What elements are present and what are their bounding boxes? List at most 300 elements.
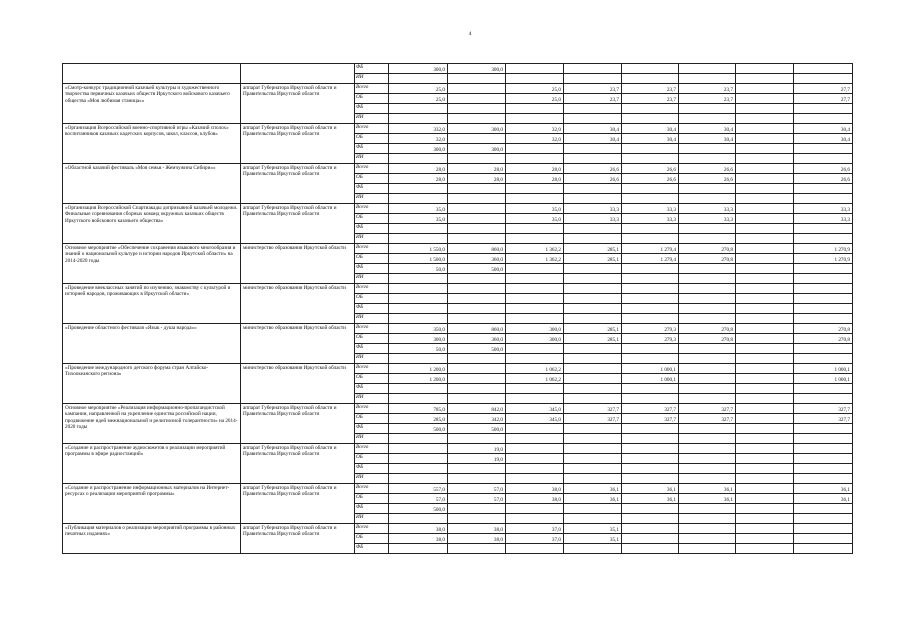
amount-cell	[679, 524, 736, 534]
amount-cell	[389, 304, 448, 314]
amount-cell	[679, 64, 736, 74]
amount-cell	[622, 384, 679, 394]
amount-cell	[736, 294, 794, 304]
amount-cell	[506, 154, 564, 164]
amount-cell	[564, 144, 622, 154]
amount-cell	[679, 344, 736, 354]
amount-cell	[736, 224, 794, 234]
amount-cell: 32,0	[389, 134, 448, 144]
amount-cell	[736, 414, 794, 424]
amount-cell	[794, 354, 853, 364]
amount-cell	[622, 234, 679, 244]
amount-cell	[736, 214, 794, 224]
amount-cell: 26,6	[564, 174, 622, 184]
amount-cell	[389, 284, 448, 294]
amount-cell	[448, 294, 506, 304]
amount-cell	[679, 384, 736, 394]
amount-cell	[794, 424, 853, 434]
amount-cell	[564, 504, 622, 514]
amount-cell	[736, 334, 794, 344]
amount-cell	[736, 514, 794, 524]
amount-cell	[389, 544, 448, 554]
amount-cell	[794, 474, 853, 484]
amount-cell: 23,7	[622, 94, 679, 104]
table-row	[63, 284, 853, 294]
funding-source-cell: ИИ	[355, 154, 389, 164]
amount-cell	[622, 524, 679, 534]
funding-source-cell: Всего	[355, 164, 389, 174]
executor-cell: аппарат Губернатора Иркутской области и Правительства Иркутской области	[241, 164, 355, 204]
amount-cell: 1 000,1	[622, 364, 679, 374]
amount-cell	[448, 504, 506, 514]
amount-cell: 26,6	[679, 164, 736, 174]
amount-cell	[622, 154, 679, 164]
amount-cell: 300,0	[389, 334, 448, 344]
amount-cell	[794, 394, 853, 404]
amount-cell: 30,4	[794, 134, 853, 144]
funding-source-cell: Всего	[355, 84, 389, 94]
amount-cell: 1 362,2	[506, 254, 564, 264]
amount-cell	[622, 454, 679, 464]
funding-source-cell: ИИ	[355, 114, 389, 124]
amount-cell	[679, 154, 736, 164]
amount-cell	[736, 494, 794, 504]
amount-cell	[564, 424, 622, 434]
funding-source-cell: Всего	[355, 324, 389, 334]
amount-cell	[679, 394, 736, 404]
amount-cell	[794, 184, 853, 194]
funding-source-cell: ИИ	[355, 74, 389, 84]
funding-source-cell: ФБ	[355, 144, 389, 154]
amount-cell	[622, 74, 679, 84]
amount-cell	[506, 144, 564, 154]
amount-cell: 35,0	[389, 204, 448, 214]
amount-cell: 36,1	[679, 494, 736, 504]
amount-cell	[389, 354, 448, 364]
amount-cell	[736, 434, 794, 444]
amount-cell: 350,0	[389, 324, 448, 334]
amount-cell	[736, 484, 794, 494]
amount-cell	[564, 74, 622, 84]
amount-cell	[389, 474, 448, 484]
amount-cell	[736, 364, 794, 374]
funding-source-cell: ФБ	[355, 504, 389, 514]
amount-cell: 25,0	[389, 94, 448, 104]
amount-cell	[564, 234, 622, 244]
funding-source-cell: ОБ	[355, 414, 389, 424]
amount-cell: 1 270,9	[794, 254, 853, 264]
amount-cell	[736, 324, 794, 334]
amount-cell	[679, 264, 736, 274]
amount-cell	[679, 364, 736, 374]
amount-cell	[794, 284, 853, 294]
amount-cell: 26,6	[679, 174, 736, 184]
amount-cell	[736, 204, 794, 214]
amount-cell: 1 550,0	[389, 244, 448, 254]
amount-cell	[564, 64, 622, 74]
funding-source-cell: ИИ	[355, 394, 389, 404]
amount-cell: 33,3	[564, 204, 622, 214]
amount-cell	[736, 504, 794, 514]
amount-cell: 300,0	[448, 64, 506, 74]
amount-cell: 23,7	[679, 94, 736, 104]
amount-cell: 300,0	[448, 124, 506, 134]
amount-cell	[622, 354, 679, 364]
activity-description: «Создание и распространение аудиосюжетов о реализации мероприятий программы в эфире радиостанций»	[63, 444, 241, 484]
amount-cell: 57,0	[448, 494, 506, 504]
amount-cell	[622, 264, 679, 274]
amount-cell	[794, 314, 853, 324]
amount-cell: 26,6	[622, 164, 679, 174]
funding-source-cell: ИИ	[355, 474, 389, 484]
table-row	[63, 164, 853, 174]
amount-cell	[736, 134, 794, 144]
amount-cell: 36,1	[794, 494, 853, 504]
amount-cell	[564, 454, 622, 464]
amount-cell	[506, 454, 564, 464]
amount-cell: 32,0	[506, 134, 564, 144]
amount-cell	[448, 94, 506, 104]
amount-cell: 842,0	[448, 404, 506, 414]
amount-cell: 26,6	[564, 164, 622, 174]
amount-cell	[389, 104, 448, 114]
amount-cell: 1 270,9	[794, 244, 853, 254]
amount-cell: 1 200,0	[389, 374, 448, 384]
funding-source-cell: ФБ	[355, 104, 389, 114]
amount-cell: 1 000,1	[622, 374, 679, 384]
amount-cell	[794, 434, 853, 444]
executor-cell: министерство образования Иркутской области	[241, 324, 355, 364]
amount-cell	[679, 514, 736, 524]
amount-cell	[506, 434, 564, 444]
amount-cell	[794, 264, 853, 274]
amount-cell	[448, 384, 506, 394]
amount-cell: 36,1	[622, 494, 679, 504]
amount-cell	[622, 394, 679, 404]
amount-cell	[794, 234, 853, 244]
amount-cell	[736, 344, 794, 354]
amount-cell: 50,0	[389, 264, 448, 274]
amount-cell: 327,7	[679, 404, 736, 414]
amount-cell	[506, 264, 564, 274]
amount-cell: 270,8	[794, 334, 853, 344]
amount-cell	[736, 314, 794, 324]
amount-cell	[506, 274, 564, 284]
funding-source-cell: Всего	[355, 524, 389, 534]
funding-source-cell: ОБ	[355, 174, 389, 184]
amount-cell	[506, 104, 564, 114]
amount-cell: 300,0	[389, 144, 448, 154]
amount-cell	[794, 194, 853, 204]
amount-cell	[622, 474, 679, 484]
amount-cell	[736, 234, 794, 244]
amount-cell	[448, 234, 506, 244]
amount-cell	[736, 264, 794, 274]
amount-cell: 360,0	[448, 334, 506, 344]
amount-cell	[506, 394, 564, 404]
amount-cell: 38,0	[448, 534, 506, 544]
amount-cell	[506, 224, 564, 234]
amount-cell: 327,7	[622, 414, 679, 424]
amount-cell	[389, 454, 448, 464]
amount-cell: 327,7	[679, 414, 736, 424]
amount-cell	[622, 444, 679, 454]
table-row	[63, 364, 853, 374]
amount-cell	[564, 154, 622, 164]
amount-cell	[389, 184, 448, 194]
amount-cell	[448, 274, 506, 284]
amount-cell	[506, 464, 564, 474]
funding-source-cell: ИИ	[355, 354, 389, 364]
amount-cell	[622, 434, 679, 444]
amount-cell	[736, 524, 794, 534]
amount-cell	[736, 464, 794, 474]
amount-cell	[389, 294, 448, 304]
amount-cell: 279,3	[622, 334, 679, 344]
amount-cell: 28,0	[389, 174, 448, 184]
amount-cell	[622, 194, 679, 204]
amount-cell	[506, 304, 564, 314]
amount-cell	[506, 504, 564, 514]
amount-cell	[679, 194, 736, 204]
amount-cell	[448, 354, 506, 364]
amount-cell	[794, 64, 853, 74]
amount-cell	[679, 224, 736, 234]
amount-cell	[622, 314, 679, 324]
amount-cell	[448, 134, 506, 144]
funding-source-cell: ИИ	[355, 194, 389, 204]
amount-cell	[622, 424, 679, 434]
amount-cell: 38,0	[506, 484, 564, 494]
amount-cell	[794, 544, 853, 554]
amount-cell	[736, 424, 794, 434]
amount-cell	[506, 234, 564, 244]
amount-cell: 270,8	[679, 244, 736, 254]
amount-cell	[794, 444, 853, 454]
amount-cell	[736, 174, 794, 184]
funding-source-cell: ФБ	[355, 464, 389, 474]
amount-cell	[448, 514, 506, 524]
amount-cell	[794, 454, 853, 464]
funding-source-cell: Всего	[355, 284, 389, 294]
amount-cell: 30,4	[794, 124, 853, 134]
amount-cell: 300,0	[389, 64, 448, 74]
amount-cell	[679, 354, 736, 364]
funding-source-cell: Всего	[355, 444, 389, 454]
amount-cell	[736, 184, 794, 194]
amount-cell: 500,0	[448, 424, 506, 434]
amount-cell: 30,4	[622, 124, 679, 134]
amount-cell: 1 062,2	[506, 374, 564, 384]
funding-source-cell: ФБ	[355, 224, 389, 234]
amount-cell	[564, 344, 622, 354]
amount-cell	[679, 534, 736, 544]
amount-cell: 327,7	[794, 404, 853, 414]
amount-cell: 279,3	[622, 324, 679, 334]
amount-cell: 28,0	[448, 164, 506, 174]
amount-cell: 33,3	[564, 214, 622, 224]
amount-cell	[448, 374, 506, 384]
amount-cell	[679, 144, 736, 154]
amount-cell: 32,0	[506, 124, 564, 134]
amount-cell	[564, 474, 622, 484]
amount-cell	[448, 474, 506, 484]
amount-cell	[564, 444, 622, 454]
executor-cell: аппарат Губернатора Иркутской области и Правительства Иркутской области	[241, 524, 355, 554]
funding-source-cell: ФБ	[355, 344, 389, 354]
funding-source-cell: ОБ	[355, 254, 389, 264]
amount-cell: 33,3	[622, 214, 679, 224]
executor-cell: аппарат Губернатора Иркутской области и Правительства Иркутской области	[241, 484, 355, 524]
amount-cell	[506, 344, 564, 354]
amount-cell: 860,0	[448, 244, 506, 254]
amount-cell: 785,0	[389, 404, 448, 414]
amount-cell	[679, 454, 736, 464]
amount-cell: 285,1	[564, 324, 622, 334]
funding-source-cell: ФБ	[355, 544, 389, 554]
amount-cell: 35,0	[506, 214, 564, 224]
amount-cell: 285,1	[564, 334, 622, 344]
activity-description: «Проведение внеклассных занятий по изучению, знакомству с культурой и историей народов, проживающих в Иркутской области»	[63, 284, 241, 324]
amount-cell	[389, 444, 448, 454]
executor-cell: аппарат Губернатора Иркутской области и Правительства Иркутской области	[241, 444, 355, 484]
amount-cell	[564, 184, 622, 194]
amount-cell	[736, 194, 794, 204]
amount-cell	[736, 534, 794, 544]
amount-cell	[794, 104, 853, 114]
amount-cell	[679, 114, 736, 124]
activity-description	[63, 64, 241, 84]
amount-cell: 30,4	[564, 134, 622, 144]
amount-cell	[679, 474, 736, 484]
amount-cell	[794, 504, 853, 514]
amount-cell	[736, 454, 794, 464]
amount-cell	[622, 294, 679, 304]
amount-cell	[794, 524, 853, 534]
amount-cell	[622, 114, 679, 124]
amount-cell: 1 500,0	[389, 254, 448, 264]
amount-cell: 27,7	[794, 84, 853, 94]
amount-cell: 30,4	[564, 124, 622, 134]
funding-source-cell: Всего	[355, 404, 389, 414]
page-number: 4	[468, 31, 472, 37]
amount-cell: 345,0	[506, 404, 564, 414]
amount-cell	[448, 544, 506, 554]
executor-cell: министерство образования Иркутской области	[241, 364, 355, 404]
amount-cell	[622, 184, 679, 194]
amount-cell	[736, 254, 794, 264]
amount-cell	[679, 184, 736, 194]
amount-cell: 285,1	[564, 244, 622, 254]
amount-cell	[564, 544, 622, 554]
amount-cell	[679, 434, 736, 444]
amount-cell: 327,7	[564, 404, 622, 414]
amount-cell: 36,1	[679, 484, 736, 494]
activity-description: «Организация Всероссийской Спартиакады допризывной казачьей молодежи. Финальные соревнования сборных команд окружных казачьих обществ Иркутского войскового казачьего общества»	[63, 204, 241, 244]
funding-source-cell: Всего	[355, 364, 389, 374]
amount-cell	[679, 234, 736, 244]
amount-cell	[736, 84, 794, 94]
amount-cell	[448, 114, 506, 124]
amount-cell	[389, 194, 448, 204]
amount-cell	[389, 394, 448, 404]
amount-cell	[794, 294, 853, 304]
executor-cell: аппарат Губернатора Иркутской области и Правительства Иркутской области	[241, 124, 355, 164]
amount-cell: 57,0	[389, 494, 448, 504]
amount-cell	[506, 514, 564, 524]
amount-cell: 860,0	[448, 324, 506, 334]
amount-cell	[506, 444, 564, 454]
funding-source-cell: ФБ	[355, 64, 389, 74]
amount-cell	[506, 544, 564, 554]
amount-cell: 38,0	[389, 534, 448, 544]
amount-cell: 1 200,0	[389, 364, 448, 374]
amount-cell	[448, 434, 506, 444]
amount-cell: 33,3	[622, 204, 679, 214]
amount-cell	[506, 114, 564, 124]
amount-cell	[448, 204, 506, 214]
funding-source-cell: Всего	[355, 484, 389, 494]
amount-cell: 300,0	[448, 144, 506, 154]
funding-source-cell: ОБ	[355, 134, 389, 144]
funding-source-cell: ОБ	[355, 94, 389, 104]
amount-cell	[736, 154, 794, 164]
amount-cell: 327,7	[564, 414, 622, 424]
amount-cell: 500,0	[448, 264, 506, 274]
amount-cell	[506, 74, 564, 84]
amount-cell	[389, 434, 448, 444]
amount-cell: 557,0	[389, 484, 448, 494]
amount-cell	[736, 284, 794, 294]
funding-source-cell: ИИ	[355, 514, 389, 524]
activity-description: «Проведение областного фестиваля «Язык - душа народа»»	[63, 324, 241, 364]
amount-cell	[736, 354, 794, 364]
amount-cell	[736, 374, 794, 384]
activity-description: Основное мероприятие «Реализация информационно-пропагандистской кампании, направленной на укрепление единства российской нации, продвижение идей межнациональной и религиозной толерантности» на 2014-2020 годы	[63, 404, 241, 444]
executor-cell: министерство образования Иркутской области	[241, 244, 355, 284]
amount-cell: 37,0	[506, 524, 564, 534]
amount-cell: 28,0	[506, 164, 564, 174]
amount-cell: 345,0	[506, 414, 564, 424]
amount-cell: 500,0	[389, 424, 448, 434]
amount-cell: 26,6	[794, 164, 853, 174]
activity-description: «Смотр-конкурс традиционной казачьей культуры и художественного творчества первичных казачьих обществ Иркутского войскового казачьего общества «Моя любимая станица»»	[63, 84, 241, 124]
amount-cell	[679, 464, 736, 474]
amount-cell	[679, 294, 736, 304]
amount-cell	[736, 104, 794, 114]
amount-cell: 27,7	[794, 94, 853, 104]
amount-cell: 332,0	[389, 124, 448, 134]
amount-cell	[736, 74, 794, 84]
executor-cell: аппарат Губернатора Иркутской области и Правительства Иркутской области	[241, 404, 355, 444]
funding-source-cell: ИИ	[355, 434, 389, 444]
amount-cell	[794, 304, 853, 314]
amount-cell: 30,4	[622, 134, 679, 144]
amount-cell	[448, 214, 506, 224]
amount-cell: 1 000,1	[794, 374, 853, 384]
amount-cell	[794, 114, 853, 124]
amount-cell	[622, 504, 679, 514]
table-row	[63, 484, 853, 494]
amount-cell	[506, 314, 564, 324]
amount-cell	[679, 304, 736, 314]
amount-cell	[389, 154, 448, 164]
amount-cell: 36,1	[622, 484, 679, 494]
amount-cell	[679, 424, 736, 434]
amount-cell	[564, 304, 622, 314]
amount-cell: 38,0	[389, 524, 448, 534]
amount-cell	[794, 74, 853, 84]
